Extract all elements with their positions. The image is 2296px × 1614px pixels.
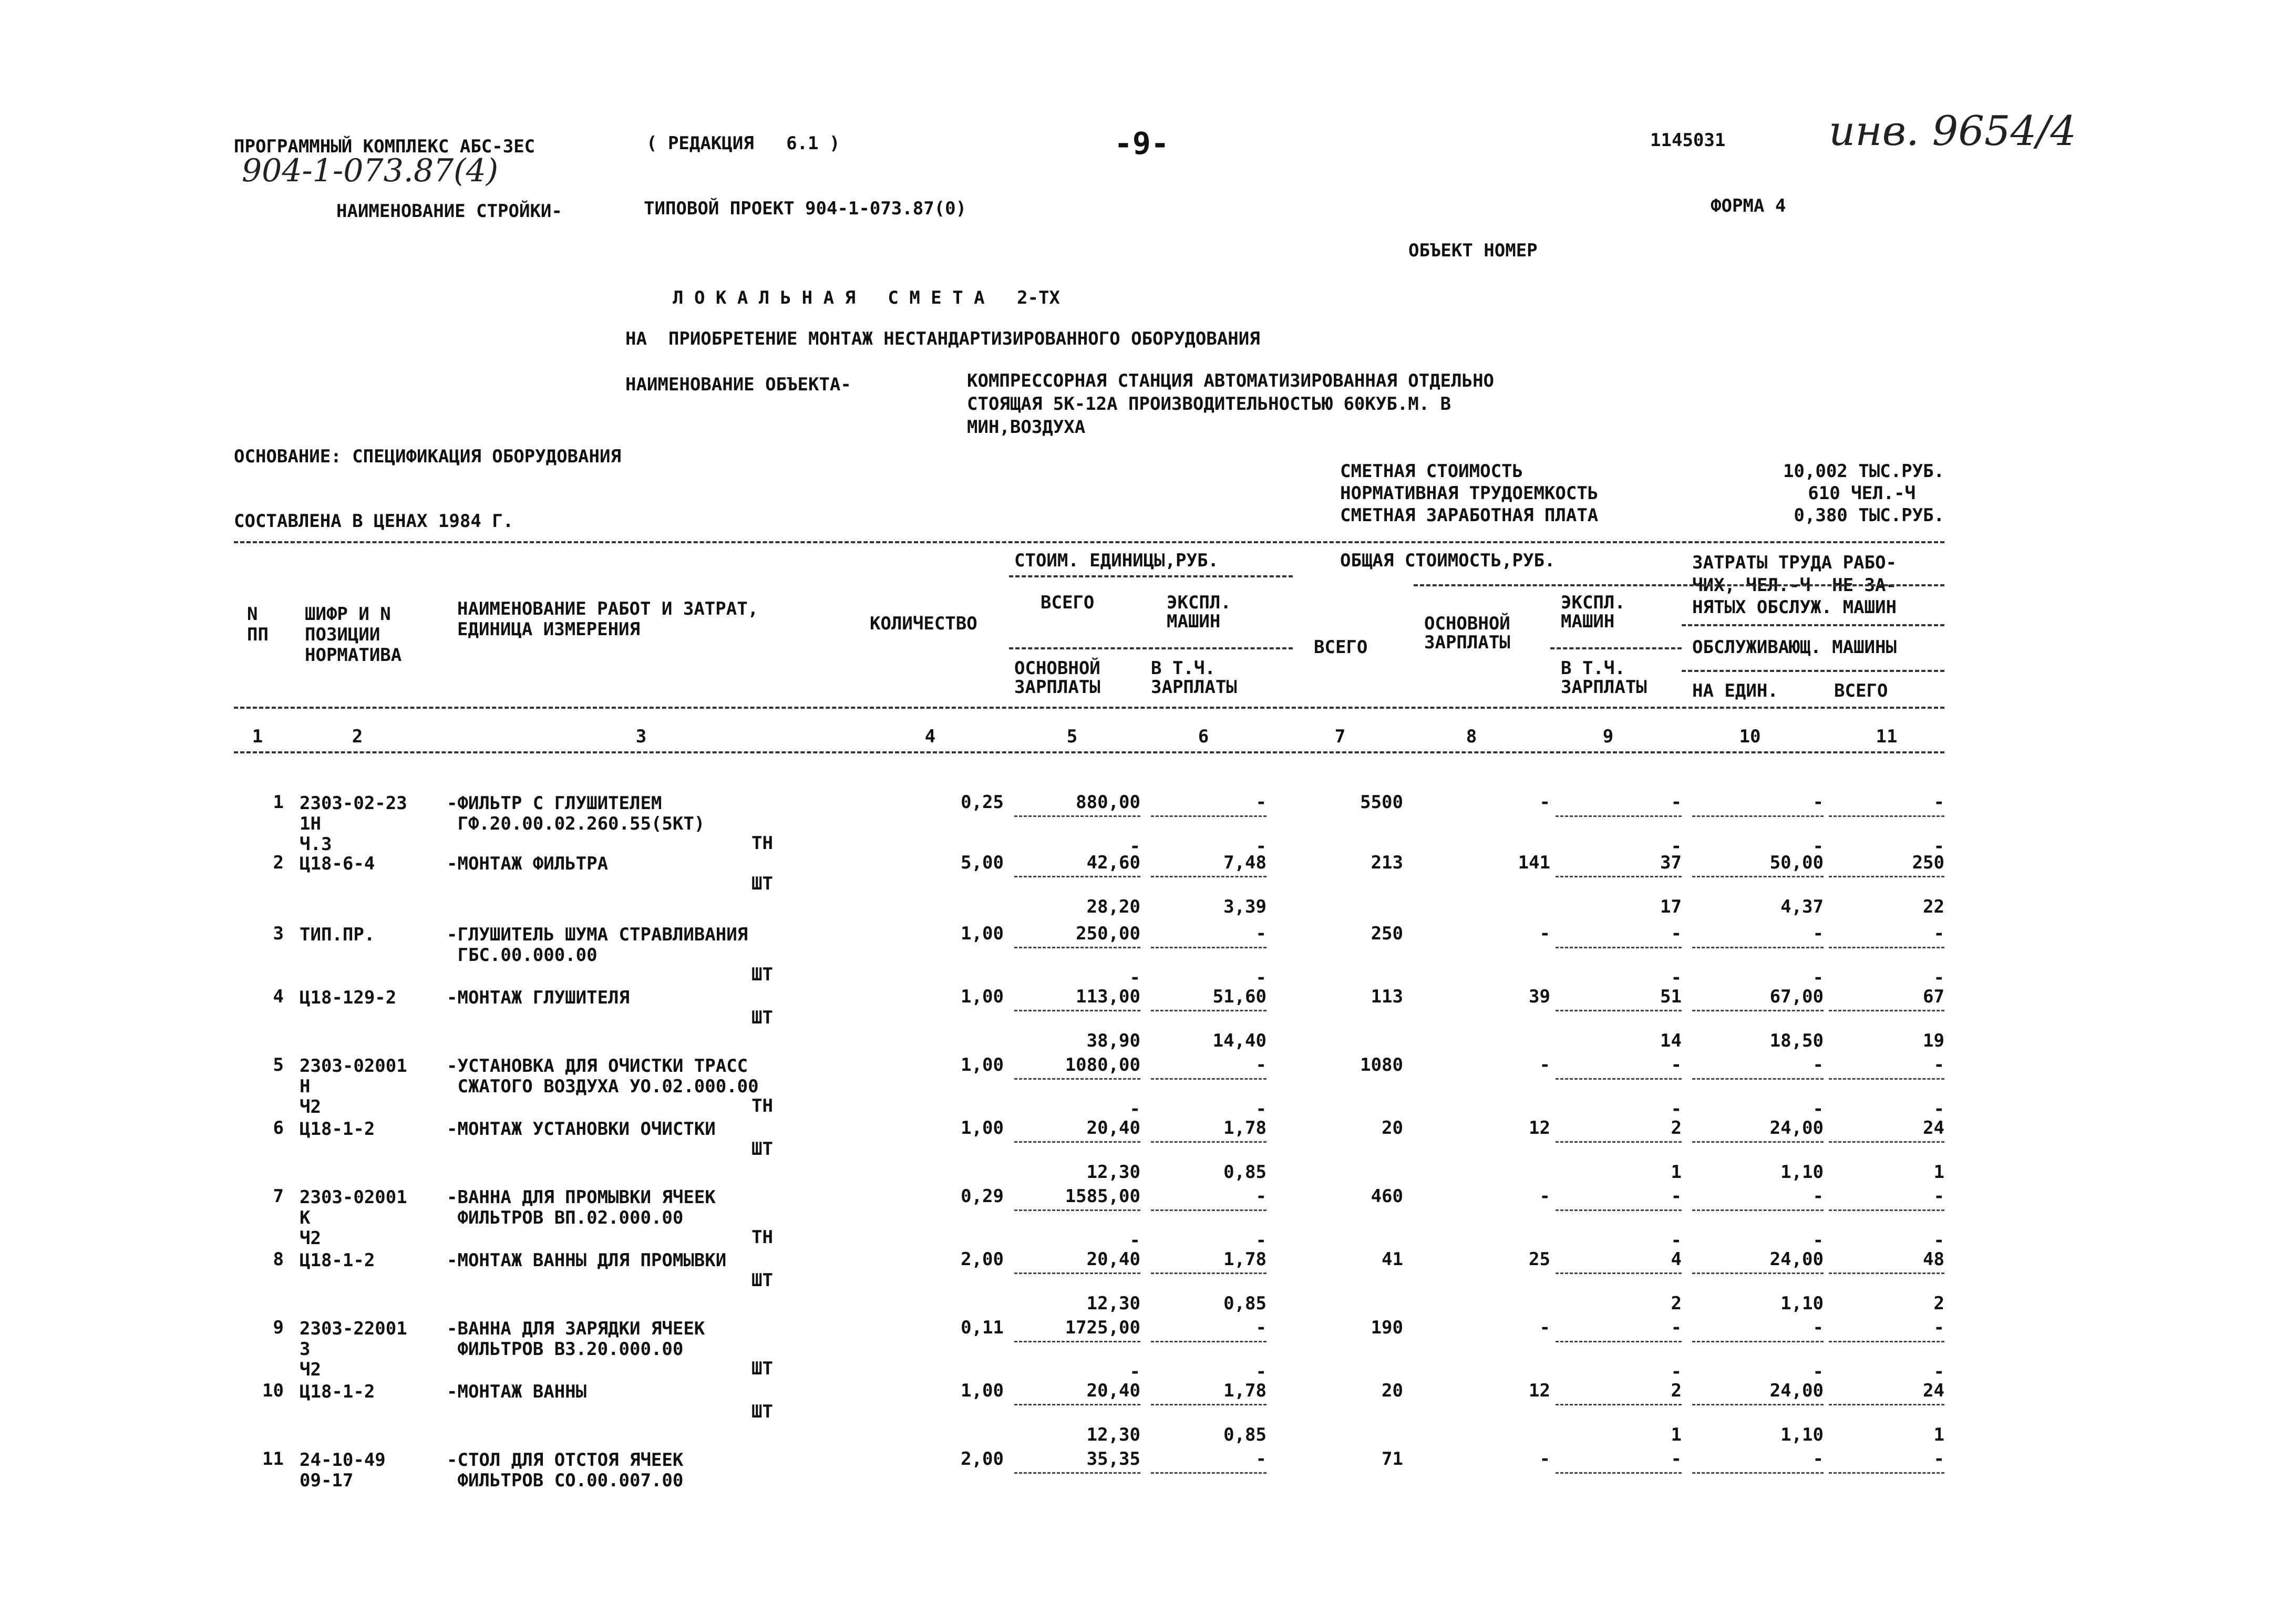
cell-underline bbox=[1556, 815, 1682, 817]
object-name-line-3: МИН,ВОЗДУХА bbox=[967, 417, 1086, 438]
cell-underline bbox=[1151, 1209, 1267, 1211]
row-cell-t-wage: - bbox=[1539, 792, 1550, 813]
cell-underline bbox=[1014, 1404, 1140, 1405]
row-cell-t-wage: 12 bbox=[1529, 1380, 1550, 1401]
edition: ( РЕДАКЦИЯ 6.1 ) bbox=[646, 133, 840, 154]
col-number: 3 bbox=[635, 726, 647, 747]
cell-underline bbox=[1014, 876, 1140, 877]
row-cell-t-mach: - bbox=[1671, 1186, 1682, 1207]
object-number-label: ОБЪЕКТ НОМЕР bbox=[1408, 240, 1538, 261]
cell-underline bbox=[1556, 1141, 1682, 1143]
col-number: 8 bbox=[1466, 726, 1477, 747]
row-cell-t-all: 5500 bbox=[1360, 792, 1403, 813]
row-code: 2303-02001 Н Ч2 bbox=[300, 1056, 407, 1118]
row-cell-t-mach: 51 bbox=[1660, 986, 1682, 1007]
row-cell-t-all: 41 bbox=[1382, 1249, 1403, 1270]
row-cell-l-tot2: - bbox=[1933, 836, 1944, 857]
row-cell-t-inc: 14 bbox=[1660, 1030, 1682, 1051]
row-unit: ТН bbox=[751, 833, 773, 854]
cell-underline bbox=[1829, 1472, 1944, 1474]
row-cell-all: 113,00 bbox=[1076, 986, 1140, 1007]
col-header-total-wage: ОСНОВНОЙ ЗАРПЛАТЫ bbox=[1424, 613, 1510, 653]
row-cell-t-wage: - bbox=[1539, 1449, 1550, 1470]
cell-underline bbox=[1692, 876, 1824, 877]
page-number: -9- bbox=[1114, 126, 1169, 161]
col-header-quantity: КОЛИЧЕСТВО bbox=[870, 613, 977, 634]
build-name-label: НАИМЕНОВАНИЕ СТРОЙКИ- bbox=[336, 201, 562, 222]
row-cell-l-tot2: - bbox=[1933, 967, 1944, 988]
header-rule bbox=[1682, 670, 1944, 672]
row-cell-l-tot: - bbox=[1933, 1317, 1944, 1338]
row-cell-all: 42,60 bbox=[1086, 852, 1140, 873]
cell-underline bbox=[1014, 1141, 1140, 1143]
row-code: Ц18-1-2 bbox=[300, 1250, 375, 1271]
row-cell-mach: - bbox=[1255, 1449, 1267, 1470]
row-cell-l-tot2: 22 bbox=[1923, 896, 1944, 917]
cell-underline bbox=[1556, 947, 1682, 948]
row-cell-t-all: 1080 bbox=[1360, 1054, 1403, 1075]
cell-underline bbox=[1692, 1404, 1824, 1405]
row-cell-wage: 12,30 bbox=[1086, 1424, 1140, 1445]
summary-value-wage: 0,380 ТЫС.РУБ. bbox=[1794, 505, 1944, 526]
row-cell-l-unit: 24,00 bbox=[1769, 1118, 1824, 1139]
row-cell-inc: - bbox=[1255, 1361, 1267, 1382]
row-name: -МОНТАЖ УСТАНОВКИ ОЧИСТКИ bbox=[447, 1119, 716, 1140]
row-name: -МОНТАЖ ВАННЫ bbox=[447, 1381, 587, 1402]
row-cell-mach: - bbox=[1255, 923, 1267, 944]
row-cell-t-wage: 12 bbox=[1529, 1118, 1550, 1139]
row-cell-qty: 0,25 bbox=[961, 792, 1004, 813]
row-code: ТИП.ПР. bbox=[300, 924, 375, 945]
row-number: 1 bbox=[273, 792, 284, 813]
row-code: Ц18-1-2 bbox=[300, 1119, 375, 1140]
row-cell-qty: 1,00 bbox=[961, 1118, 1004, 1139]
row-number: 5 bbox=[273, 1054, 284, 1075]
row-number: 10 bbox=[262, 1380, 284, 1401]
row-cell-t-inc: 2 bbox=[1671, 1293, 1682, 1314]
row-unit: ШТ bbox=[751, 1358, 773, 1379]
document-subtitle: НА ПРИОБРЕТЕНИЕ МОНТАЖ НЕСТАНДАРТИЗИРОВАННОГО ОБОРУДОВАНИЯ bbox=[625, 328, 1260, 349]
row-cell-l-unit: - bbox=[1813, 923, 1824, 944]
row-cell-qty: 2,00 bbox=[961, 1249, 1004, 1270]
row-cell-qty: 1,00 bbox=[961, 1054, 1004, 1075]
cell-underline bbox=[1692, 1209, 1824, 1211]
row-cell-l-tot: - bbox=[1933, 1186, 1944, 1207]
row-cell-l-tot2: - bbox=[1933, 1099, 1944, 1120]
row-number: 9 bbox=[273, 1317, 284, 1338]
row-cell-t-wage: - bbox=[1539, 1054, 1550, 1075]
cell-underline bbox=[1692, 1472, 1824, 1474]
row-cell-l-unit2: - bbox=[1813, 967, 1824, 988]
row-cell-l-tot: - bbox=[1933, 792, 1944, 813]
row-cell-l-unit: 50,00 bbox=[1769, 852, 1824, 873]
row-code: Ц18-129-2 bbox=[300, 987, 397, 1008]
col-header-total-incl: В Т.Ч. ЗАРПЛАТЫ bbox=[1561, 658, 1647, 698]
cell-underline bbox=[1556, 1341, 1682, 1342]
row-cell-t-wage: 39 bbox=[1529, 986, 1550, 1007]
row-cell-all: 20,40 bbox=[1086, 1118, 1140, 1139]
row-number: 6 bbox=[273, 1118, 284, 1139]
row-name: -ГЛУШИТЕЛЬ ШУМА СТРАВЛИВАНИЯ ГБС.00.000.00 bbox=[447, 924, 748, 966]
row-cell-mach: - bbox=[1255, 1054, 1267, 1075]
col-header-unit-cost: СТОИМ. ЕДИНИЦЫ,РУБ. bbox=[1014, 550, 1219, 571]
row-code: 24-10-49 09-17 bbox=[300, 1450, 386, 1492]
row-cell-t-mach: - bbox=[1671, 792, 1682, 813]
row-cell-mach: 51,60 bbox=[1212, 986, 1267, 1007]
row-cell-l-unit2: - bbox=[1813, 1099, 1824, 1120]
row-cell-l-tot: 48 bbox=[1923, 1249, 1944, 1270]
col-number: 7 bbox=[1334, 726, 1346, 747]
cell-underline bbox=[1014, 1010, 1140, 1011]
row-cell-wage: 28,20 bbox=[1086, 896, 1140, 917]
cell-underline bbox=[1014, 815, 1140, 817]
col-number: 9 bbox=[1602, 726, 1614, 747]
row-cell-inc: 14,40 bbox=[1212, 1030, 1267, 1051]
row-cell-t-wage: - bbox=[1539, 1186, 1550, 1207]
cell-underline bbox=[1151, 1404, 1267, 1405]
row-cell-qty: 2,00 bbox=[961, 1449, 1004, 1470]
cell-underline bbox=[1829, 815, 1944, 817]
row-cell-all: 250,00 bbox=[1076, 923, 1140, 944]
row-cell-all: 1725,00 bbox=[1065, 1317, 1140, 1338]
row-cell-inc: - bbox=[1255, 1230, 1267, 1251]
row-cell-l-unit: - bbox=[1813, 1054, 1824, 1075]
row-cell-wage: - bbox=[1129, 1099, 1140, 1120]
row-cell-t-all: 20 bbox=[1382, 1380, 1403, 1401]
cell-underline bbox=[1829, 1078, 1944, 1080]
header-rule-numbers bbox=[234, 751, 1944, 753]
header-rule bbox=[1009, 575, 1293, 577]
header-rule-bottom bbox=[234, 707, 1944, 709]
row-cell-l-tot2: 1 bbox=[1933, 1424, 1944, 1445]
row-unit: ШТ bbox=[751, 964, 773, 985]
row-cell-l-unit2: 18,50 bbox=[1769, 1030, 1824, 1051]
row-cell-t-mach: 2 bbox=[1671, 1118, 1682, 1139]
document-title: Л О К А Л Ь Н А Я С М Е Т А 2-ТХ bbox=[673, 287, 1060, 308]
row-cell-qty: 5,00 bbox=[961, 852, 1004, 873]
row-number: 11 bbox=[262, 1449, 284, 1470]
row-cell-t-inc: - bbox=[1671, 1230, 1682, 1251]
handwritten-project-code: 904-1-073.87(4) bbox=[242, 152, 499, 189]
row-cell-l-tot: 24 bbox=[1923, 1118, 1944, 1139]
row-cell-inc: - bbox=[1255, 836, 1267, 857]
col-header-unit-all: ВСЕГО bbox=[1041, 592, 1095, 613]
row-cell-wage: 12,30 bbox=[1086, 1293, 1140, 1314]
row-cell-t-all: 213 bbox=[1371, 852, 1403, 873]
cell-underline bbox=[1692, 1078, 1824, 1080]
row-cell-t-mach: 4 bbox=[1671, 1249, 1682, 1270]
row-name: -УСТАНОВКА ДЛЯ ОЧИСТКИ ТРАСС СЖАТОГО ВОЗДУХА УО.02.000.00 bbox=[447, 1056, 759, 1098]
row-cell-l-unit: - bbox=[1813, 792, 1824, 813]
cell-underline bbox=[1014, 1341, 1140, 1342]
cell-underline bbox=[1151, 815, 1267, 817]
row-name: -ВАННА ДЛЯ ЗАРЯДКИ ЯЧЕЕК ФИЛЬТРОВ ВЗ.20.000.00 bbox=[447, 1318, 705, 1360]
row-cell-t-inc: - bbox=[1671, 836, 1682, 857]
header-rule-top bbox=[234, 541, 1944, 543]
cell-underline bbox=[1829, 1141, 1944, 1143]
row-unit: ШТ bbox=[751, 1270, 773, 1291]
row-cell-inc: 3,39 bbox=[1223, 896, 1267, 917]
row-cell-all: 1080,00 bbox=[1065, 1054, 1140, 1075]
cell-underline bbox=[1014, 1078, 1140, 1080]
summary-label-wage: СМЕТНАЯ ЗАРАБОТНАЯ ПЛАТА bbox=[1340, 505, 1599, 526]
row-cell-t-all: 190 bbox=[1371, 1317, 1403, 1338]
row-cell-wage: 38,90 bbox=[1086, 1030, 1140, 1051]
row-unit: ТН bbox=[751, 1095, 773, 1116]
cell-underline bbox=[1829, 1341, 1944, 1342]
row-cell-t-mach: 2 bbox=[1671, 1380, 1682, 1401]
row-cell-mach: - bbox=[1255, 1317, 1267, 1338]
summary-label-labor: НОРМАТИВНАЯ ТРУДОЕМКОСТЬ bbox=[1340, 483, 1599, 504]
cell-underline bbox=[1692, 1272, 1824, 1274]
cell-underline bbox=[1151, 1141, 1267, 1143]
cell-underline bbox=[1556, 1010, 1682, 1011]
col-header-labor: ЗАТРАТЫ ТРУДА РАБО- ЧИХ, ЧЕЛ.-Ч НЕ ЗА- НЯТЫХ ОБСЛУЖ. МАШИН bbox=[1692, 552, 1897, 618]
row-cell-all: 1585,00 bbox=[1065, 1186, 1140, 1207]
col-number: 10 bbox=[1739, 726, 1761, 747]
row-cell-l-tot2: 2 bbox=[1933, 1293, 1944, 1314]
row-cell-wage: - bbox=[1129, 1230, 1140, 1251]
row-number: 7 bbox=[273, 1186, 284, 1207]
row-cell-t-inc: - bbox=[1671, 1361, 1682, 1382]
cell-underline bbox=[1829, 1404, 1944, 1405]
object-name-line-1: КОМПРЕССОРНАЯ СТАНЦИЯ АВТОМАТИЗИРОВАННАЯ ОТДЕЛЬНО bbox=[967, 370, 1495, 391]
summary-value-labor: 610 ЧЕЛ.-Ч bbox=[1808, 483, 1916, 504]
row-cell-qty: 0,11 bbox=[961, 1317, 1004, 1338]
row-cell-l-tot: - bbox=[1933, 923, 1944, 944]
row-name: -СТОЛ ДЛЯ ОТСТОЯ ЯЧЕЕК ФИЛЬТРОВ СО.00.007.00 bbox=[447, 1450, 684, 1492]
row-cell-wage: - bbox=[1129, 967, 1140, 988]
row-cell-t-inc: 17 bbox=[1660, 896, 1682, 917]
row-cell-qty: 1,00 bbox=[961, 1380, 1004, 1401]
build-name: ТИПОВОЙ ПРОЕКТ 904-1-073.87(0) bbox=[644, 198, 967, 219]
col-header-labor-total: ВСЕГО bbox=[1834, 680, 1888, 701]
row-cell-qty: 1,00 bbox=[961, 986, 1004, 1007]
cell-underline bbox=[1556, 1209, 1682, 1211]
row-cell-t-wage: - bbox=[1539, 923, 1550, 944]
row-cell-inc: - bbox=[1255, 967, 1267, 988]
row-cell-mach: 1,78 bbox=[1223, 1380, 1267, 1401]
row-cell-t-mach: - bbox=[1671, 1054, 1682, 1075]
cell-underline bbox=[1151, 876, 1267, 877]
cell-underline bbox=[1151, 947, 1267, 948]
row-number: 4 bbox=[273, 986, 284, 1007]
cell-underline bbox=[1692, 1141, 1824, 1143]
cell-underline bbox=[1014, 1209, 1140, 1211]
row-cell-l-unit2: 4,37 bbox=[1780, 896, 1824, 917]
header-rule bbox=[1414, 584, 1944, 586]
row-name: -ФИЛЬТР С ГЛУШИТЕЛЕМ ГФ.20.00.02.260.55(5КТ) bbox=[447, 793, 705, 835]
row-cell-all: 20,40 bbox=[1086, 1249, 1140, 1270]
row-cell-mach: 1,78 bbox=[1223, 1118, 1267, 1139]
header-rule bbox=[1550, 647, 1682, 649]
col-header-number: N ПП bbox=[247, 604, 269, 646]
cell-underline bbox=[1692, 815, 1824, 817]
document-number: 1145031 bbox=[1650, 130, 1726, 151]
row-cell-all: 20,40 bbox=[1086, 1380, 1140, 1401]
row-cell-t-inc: - bbox=[1671, 1099, 1682, 1120]
cell-underline bbox=[1556, 1272, 1682, 1274]
summary-value-cost: 10,002 ТЫС.РУБ. bbox=[1783, 461, 1944, 482]
row-cell-l-tot2: 1 bbox=[1933, 1162, 1944, 1183]
row-cell-wage: - bbox=[1129, 836, 1140, 857]
row-name: -МОНТАЖ ГЛУШИТЕЛЯ bbox=[447, 987, 630, 1008]
summary-label-cost: СМЕТНАЯ СТОИМОСТЬ bbox=[1340, 461, 1523, 482]
row-number: 3 bbox=[273, 923, 284, 944]
cell-underline bbox=[1014, 1272, 1140, 1274]
row-unit: ТН bbox=[751, 1227, 773, 1248]
row-cell-mach: 1,78 bbox=[1223, 1249, 1267, 1270]
cell-underline bbox=[1829, 947, 1944, 948]
row-cell-l-unit: 24,00 bbox=[1769, 1249, 1824, 1270]
row-cell-t-all: 460 bbox=[1371, 1186, 1403, 1207]
row-cell-t-wage: - bbox=[1539, 1317, 1550, 1338]
row-cell-qty: 0,29 bbox=[961, 1186, 1004, 1207]
row-cell-inc: 0,85 bbox=[1223, 1424, 1267, 1445]
row-code: 2303-22001 З Ч2 bbox=[300, 1318, 407, 1381]
row-cell-t-wage: 25 bbox=[1529, 1249, 1550, 1270]
cell-underline bbox=[1692, 947, 1824, 948]
row-cell-t-mach: - bbox=[1671, 923, 1682, 944]
row-cell-l-unit: - bbox=[1813, 1317, 1824, 1338]
row-cell-l-tot2: - bbox=[1933, 1230, 1944, 1251]
col-header-total-cost: ОБЩАЯ СТОИМОСТЬ,РУБ. bbox=[1340, 550, 1556, 571]
row-cell-l-unit2: - bbox=[1813, 1361, 1824, 1382]
col-header-total-mach: ЭКСПЛ. МАШИН bbox=[1561, 592, 1625, 632]
header-rule bbox=[1009, 647, 1293, 649]
col-header-unit-incl: В Т.Ч. ЗАРПЛАТЫ bbox=[1151, 658, 1237, 698]
cell-underline bbox=[1692, 1010, 1824, 1011]
row-cell-l-unit2: 1,10 bbox=[1780, 1293, 1824, 1314]
row-number: 2 bbox=[273, 852, 284, 873]
col-number: 11 bbox=[1876, 726, 1898, 747]
cell-underline bbox=[1829, 1272, 1944, 1274]
row-cell-l-tot2: - bbox=[1933, 1361, 1944, 1382]
row-code: Ц18-6-4 bbox=[300, 853, 375, 874]
cell-underline bbox=[1829, 876, 1944, 877]
row-code: Ц18-1-2 bbox=[300, 1381, 375, 1402]
row-cell-wage: - bbox=[1129, 1361, 1140, 1382]
row-cell-t-inc: - bbox=[1671, 967, 1682, 988]
col-number: 2 bbox=[352, 726, 363, 747]
cell-underline bbox=[1151, 1341, 1267, 1342]
cell-underline bbox=[1829, 1010, 1944, 1011]
handwritten-inventory-number: инв. 9654/4 bbox=[1829, 108, 2077, 155]
row-code: 2303-02-23 1Н Ч.3 bbox=[300, 793, 407, 855]
row-cell-t-mach: - bbox=[1671, 1317, 1682, 1338]
row-cell-all: 35,35 bbox=[1086, 1449, 1140, 1470]
row-cell-wage: 12,30 bbox=[1086, 1162, 1140, 1183]
cell-underline bbox=[1829, 1209, 1944, 1211]
object-name-line-2: СТОЯЩАЯ 5К-12А ПРОИЗВОДИТЕЛЬНОСТЬЮ 60КУБ.М. В bbox=[967, 394, 1451, 415]
row-cell-t-all: 113 bbox=[1371, 986, 1403, 1007]
row-cell-l-tot: - bbox=[1933, 1449, 1944, 1470]
cell-underline bbox=[1014, 1472, 1140, 1474]
row-cell-l-tot: 250 bbox=[1912, 852, 1944, 873]
col-number: 5 bbox=[1066, 726, 1078, 747]
row-cell-t-mach: 37 bbox=[1660, 852, 1682, 873]
col-header-labor-unit: НА ЕДИН. bbox=[1692, 680, 1778, 701]
col-header-name: НАИМЕНОВАНИЕ РАБОТ И ЗАТРАТ, ЕДИНИЦА ИЗМЕРЕНИЯ bbox=[457, 598, 759, 640]
col-header-total-all: ВСЕГО bbox=[1314, 637, 1368, 658]
row-cell-t-wage: 141 bbox=[1518, 852, 1550, 873]
row-number: 8 bbox=[273, 1249, 284, 1270]
row-cell-mach: - bbox=[1255, 792, 1267, 813]
object-label: НАИМЕНОВАНИЕ ОБЪЕКТА- bbox=[625, 374, 851, 395]
col-number: 6 bbox=[1198, 726, 1209, 747]
cell-underline bbox=[1556, 1404, 1682, 1405]
col-number: 1 bbox=[252, 726, 263, 747]
row-cell-inc: - bbox=[1255, 1099, 1267, 1120]
cell-underline bbox=[1151, 1272, 1267, 1274]
cell-underline bbox=[1014, 947, 1140, 948]
row-cell-qty: 1,00 bbox=[961, 923, 1004, 944]
program-name: ПРОГРАММНЫЙ КОМПЛЕКС АБС-ЗЕС bbox=[234, 136, 536, 157]
row-name: -МОНТАЖ ВАННЫ ДЛЯ ПРОМЫВКИ bbox=[447, 1250, 727, 1271]
price-basis: СОСТАВЛЕНА В ЦЕНАХ 1984 Г. bbox=[234, 511, 514, 532]
basis: ОСНОВАНИЕ: СПЕЦИФИКАЦИЯ ОБОРУДОВАНИЯ bbox=[234, 446, 621, 467]
header-rule bbox=[1682, 624, 1944, 626]
row-unit: ШТ bbox=[751, 1401, 773, 1422]
row-cell-l-unit2: 1,10 bbox=[1780, 1162, 1824, 1183]
row-cell-l-unit: - bbox=[1813, 1449, 1824, 1470]
col-number: 4 bbox=[924, 726, 936, 747]
row-unit: ШТ bbox=[751, 1007, 773, 1028]
row-cell-t-inc: 1 bbox=[1671, 1162, 1682, 1183]
cell-underline bbox=[1556, 1472, 1682, 1474]
row-cell-t-all: 20 bbox=[1382, 1118, 1403, 1139]
row-cell-t-mach: - bbox=[1671, 1449, 1682, 1470]
row-cell-mach: 7,48 bbox=[1223, 852, 1267, 873]
col-header-labor-serv: ОБСЛУЖИВАЮЩ. МАШИНЫ bbox=[1692, 637, 1897, 658]
row-cell-l-unit2: 1,10 bbox=[1780, 1424, 1824, 1445]
row-cell-t-all: 250 bbox=[1371, 923, 1403, 944]
row-cell-l-unit: 24,00 bbox=[1769, 1380, 1824, 1401]
col-header-code: ШИФР И N ПОЗИЦИИ НОРМАТИВА bbox=[305, 604, 402, 666]
col-header-unit-wage: ОСНОВНОЙ ЗАРПЛАТЫ bbox=[1014, 658, 1100, 698]
row-unit: ШТ bbox=[751, 1139, 773, 1160]
row-cell-mach: - bbox=[1255, 1186, 1267, 1207]
cell-underline bbox=[1556, 876, 1682, 877]
row-cell-t-all: 71 bbox=[1382, 1449, 1403, 1470]
col-header-unit-mach: ЭКСПЛ. МАШИН bbox=[1167, 592, 1231, 632]
form-label: ФОРМА 4 bbox=[1711, 195, 1786, 216]
row-code: 2303-02001 К Ч2 bbox=[300, 1187, 407, 1249]
row-cell-l-tot2: 19 bbox=[1923, 1030, 1944, 1051]
cell-underline bbox=[1151, 1010, 1267, 1011]
row-cell-l-tot: 67 bbox=[1923, 986, 1944, 1007]
cell-underline bbox=[1151, 1078, 1267, 1080]
row-cell-l-tot: 24 bbox=[1923, 1380, 1944, 1401]
row-cell-l-unit: 67,00 bbox=[1769, 986, 1824, 1007]
row-name: -ВАННА ДЛЯ ПРОМЫВКИ ЯЧЕЕК ФИЛЬТРОВ ВП.02.000.00 bbox=[447, 1187, 716, 1229]
cell-underline bbox=[1692, 1341, 1824, 1342]
row-cell-l-tot: - bbox=[1933, 1054, 1944, 1075]
cell-underline bbox=[1151, 1472, 1267, 1474]
row-cell-l-unit2: - bbox=[1813, 1230, 1824, 1251]
row-cell-inc: 0,85 bbox=[1223, 1162, 1267, 1183]
row-cell-inc: 0,85 bbox=[1223, 1293, 1267, 1314]
row-name: -МОНТАЖ ФИЛЬТРА bbox=[447, 853, 609, 874]
row-cell-t-inc: 1 bbox=[1671, 1424, 1682, 1445]
cell-underline bbox=[1556, 1078, 1682, 1080]
row-cell-all: 880,00 bbox=[1076, 792, 1140, 813]
row-cell-l-unit: - bbox=[1813, 1186, 1824, 1207]
row-cell-l-unit2: - bbox=[1813, 836, 1824, 857]
row-unit: ШТ bbox=[751, 873, 773, 894]
